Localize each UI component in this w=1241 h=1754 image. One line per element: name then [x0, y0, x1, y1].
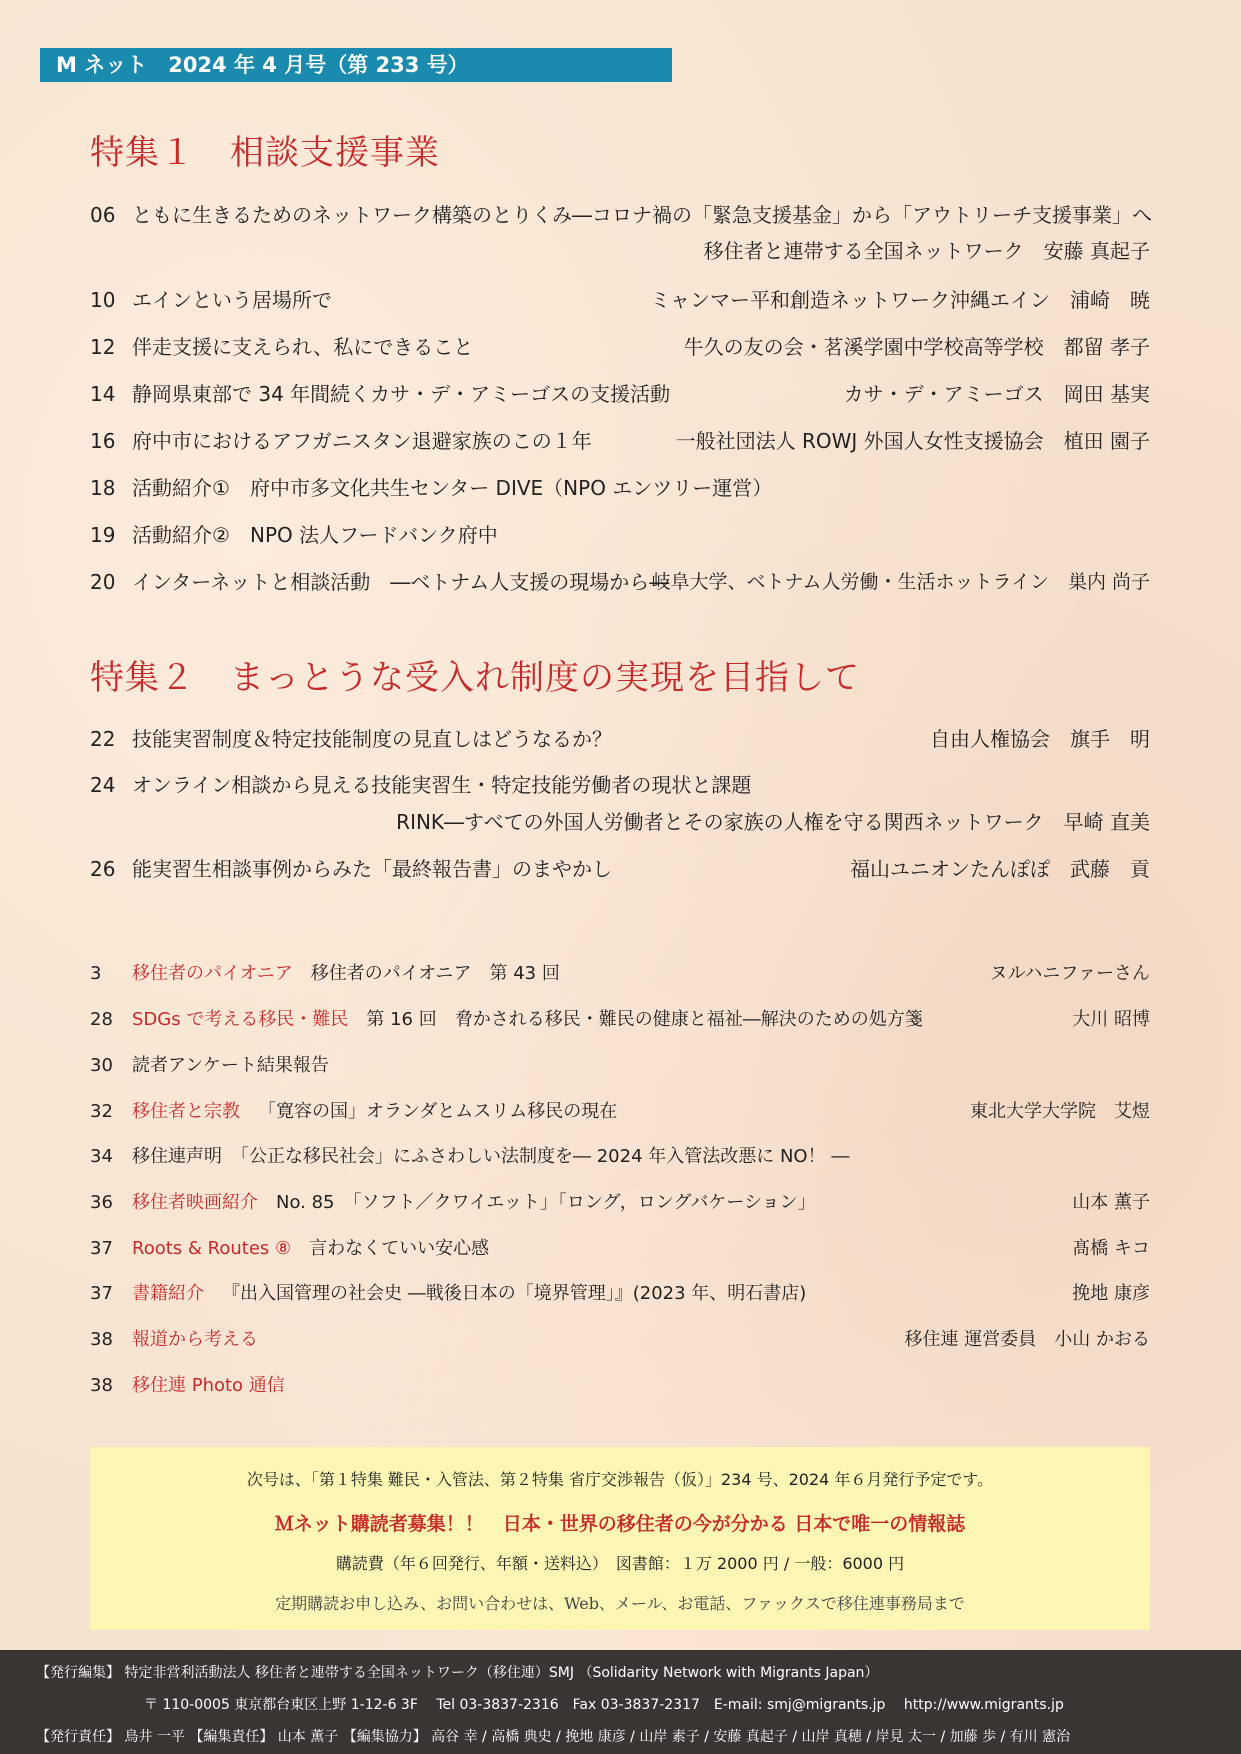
article-author: 自由人権協会 旗手 明 [930, 727, 1150, 751]
issue-header-bar [40, 48, 672, 82]
regular-row [90, 1006, 1150, 1034]
section-label: 移住連 Photo 通信 [132, 1375, 285, 1396]
page-number: 38 [90, 1375, 113, 1396]
next-issue-text: 次号は、「第１特集 難民・入管法、第２特集 省庁交渉報告（仮）」234 号、2024 年６月発行予定です。 [246, 1470, 994, 1489]
page-number: 38 [90, 1329, 113, 1350]
page-number: 28 [90, 1009, 113, 1030]
article-subtitle: NPO 法人フードバンク府中 [250, 523, 498, 547]
article-title: 「寛容の国」オランダとムスリム移民の現在 [258, 1101, 618, 1122]
article-title: No. 85 「ソフト／クワイエット」「ロング，ロングバケーション」 [276, 1192, 816, 1213]
article-author: 山本 薫子 [1072, 1192, 1150, 1213]
section-label: 書籍紹介 [132, 1283, 204, 1304]
article-title: 伴走支援に支えられ、私にできること [132, 335, 474, 359]
page-number: 22 [90, 727, 116, 751]
toc-row-author [90, 236, 1150, 266]
toc-row [90, 200, 1150, 230]
regular-row [90, 1143, 1150, 1171]
section-label: SDGs で考える移民・難民 [132, 1009, 349, 1030]
article-title: 言わなくていい安心感 [309, 1238, 490, 1259]
toc-row [90, 520, 1150, 550]
toc-row [90, 285, 1150, 315]
regular-row [90, 1052, 1150, 1080]
article-author: 牛久の友の会・茗溪学園中学校高等学校 都留 孝子 [683, 335, 1150, 359]
page-number: 3 [90, 963, 102, 984]
publisher-footer [0, 1650, 1241, 1754]
article-title: エインという居場所で [132, 288, 332, 312]
toc-row [90, 770, 1150, 800]
article-author: ヌルハニファーさん [989, 963, 1150, 984]
page-number: 36 [90, 1192, 113, 1213]
page-number: 06 [90, 203, 116, 227]
article-author: 東北大学大学院 艾煜 [970, 1101, 1150, 1122]
page-number: 20 [90, 570, 116, 594]
page-number: 12 [90, 335, 116, 359]
publisher-line: 【発行編集】 特定非営利活動法人 移住者と連帯する全国ネットワーク（移住連）SMJ （Solidarity Network with Migrants Japan） [36, 1665, 879, 1681]
staff-line: 【発行責任】 鳥井 一平 【編集責任】 山本 薫子 【編集協力】 高谷 幸 / 高橋 典史 / 挽地 康彦 / 山岸 素子 / 安藤 真起子 / 山岸 真穂 / 岸見 太一 / 加藤 歩 / 有川 憲治 [36, 1729, 1071, 1745]
regular-row [90, 1372, 1150, 1400]
article-author: カサ・デ・アミーゴス 岡田 基実 [843, 382, 1150, 406]
toc-row [90, 567, 1150, 597]
toc-row [90, 854, 1150, 884]
section-label: 報道から考える [132, 1329, 258, 1350]
article-author: RINK―すべての外国人労働者とその家族の人権を守る関西ネットワーク 早崎 直美 [396, 810, 1150, 834]
toc-row-author [90, 807, 1150, 837]
article-title: 移住連声明 「公正な移民社会」にふさわしい法制度を― 2024 年入管法改悪に NO！ ― [132, 1146, 850, 1167]
page-number: 24 [90, 773, 116, 797]
article-title: 能実習生相談事例からみた「最終報告書」のまやかし [132, 857, 612, 881]
regular-row [90, 960, 1150, 988]
subscription-notice [90, 1447, 1150, 1630]
page-number: 14 [90, 382, 116, 406]
article-title: 府中市におけるアフガニスタン退避家族のこの１年 [132, 429, 592, 453]
section-label: 移住者のパイオニア [132, 963, 293, 984]
toc-row [90, 332, 1150, 362]
article-author: 髙橋 キコ [1072, 1238, 1150, 1259]
address-line: 〒 110-0005 東京都台東区上野 1-12-6 3F Tel 03-3837-2316 Fax 03-3837-2317 E-mail: smj@migrants.jp http://www.migrants.jp [144, 1697, 1064, 1713]
article-author: 移住者と連帯する全国ネットワーク 安藤 真起子 [703, 239, 1150, 263]
article-subtitle: 府中市多文化共生センター DIVE（NPO エンツリー運営） [250, 476, 773, 500]
article-title: 移住者のパイオニア 第 43 回 [310, 963, 560, 984]
page-number: 37 [90, 1283, 113, 1304]
recruit-text: Ｍネット購読者募集！！ 日本・世界の移住者の今が分かる 日本で唯一の情報誌 [274, 1513, 966, 1535]
toc-row [90, 473, 1150, 503]
contact-text: 定期購読お申し込み、お問い合わせは、Web、メール、お電話、ファックスで移住連事務局まで [275, 1594, 965, 1613]
toc-row [90, 426, 1150, 456]
toc-row [90, 724, 1150, 754]
section-label: 移住者と宗教 [132, 1101, 240, 1122]
article-author: 挽地 康彦 [1072, 1283, 1150, 1304]
feature2-title: 特集２ まっとうな受入れ制度の実現を目指して [90, 658, 860, 698]
article-title: 第 16 回 脅かされる移民・難民の健康と福祉―解決のための処方箋 [366, 1009, 923, 1030]
regular-row [90, 1235, 1150, 1263]
regular-row [90, 1326, 1150, 1354]
article-title: ともに生きるためのネットワーク構築のとりくみ―コロナ禍の「緊急支援基金」から「アウトリーチ支援事業」へ [132, 203, 1152, 227]
article-author: ミャンマー平和創造ネットワーク沖縄エイン 浦崎 暁 [650, 288, 1150, 312]
page-number: 10 [90, 288, 116, 312]
article-author: 移住連 運営委員 小山 かおる [904, 1329, 1150, 1350]
page-number: 32 [90, 1101, 113, 1122]
regular-row [90, 1098, 1150, 1126]
page-number: 30 [90, 1055, 113, 1076]
regular-row [90, 1189, 1150, 1217]
article-title: 活動紹介① [132, 476, 230, 500]
article-title: オンライン相談から見える技能実習生・特定技能労働者の現状と課題 [132, 773, 752, 797]
page-number: 18 [90, 476, 116, 500]
section-label: 移住者映画紹介 [132, 1192, 258, 1213]
issue-label: M ネット 2024 年 4 月号（第 233 号） [56, 53, 469, 77]
toc-row [90, 379, 1150, 409]
page-number: 37 [90, 1238, 113, 1259]
page-number: 16 [90, 429, 116, 453]
article-title: 読者アンケート結果報告 [132, 1055, 329, 1076]
fee-text: 購読費（年６回発行、年額・送料込） 図書館：１万 2000 円 / 一般：6000 円 [335, 1554, 905, 1573]
article-author: 福山ユニオンたんぽぽ 武藤 貢 [850, 857, 1150, 881]
article-author: 一般社団法人 ROWJ 外国人女性支援協会 植田 園子 [675, 429, 1150, 453]
page-number: 19 [90, 523, 116, 547]
page-number: 26 [90, 857, 116, 881]
article-author: 岐阜大学、ベトナム人労働・生活ホットライン 巣内 尚子 [651, 571, 1150, 593]
feature1-title: 特集１ 相談支援事業 [90, 133, 440, 173]
regular-row [90, 1280, 1150, 1308]
article-title: 技能実習制度＆特定技能制度の見直しはどうなるか？ [132, 727, 612, 751]
page-number: 34 [90, 1146, 113, 1167]
section-label: Roots & Routes ⑧ [132, 1238, 292, 1259]
article-title: 『出入国管理の社会史 ―戦後日本の「境界管理」』(2023 年、明石書店) [222, 1283, 807, 1304]
article-title: 活動紹介② [132, 523, 230, 547]
article-title: インターネットと相談活動 ―ベトナム人支援の現場から― [132, 570, 670, 594]
article-author: 大川 昭博 [1072, 1009, 1150, 1030]
article-title: 静岡県東部で 34 年間続くカサ・デ・アミーゴスの支援活動 [132, 382, 671, 406]
